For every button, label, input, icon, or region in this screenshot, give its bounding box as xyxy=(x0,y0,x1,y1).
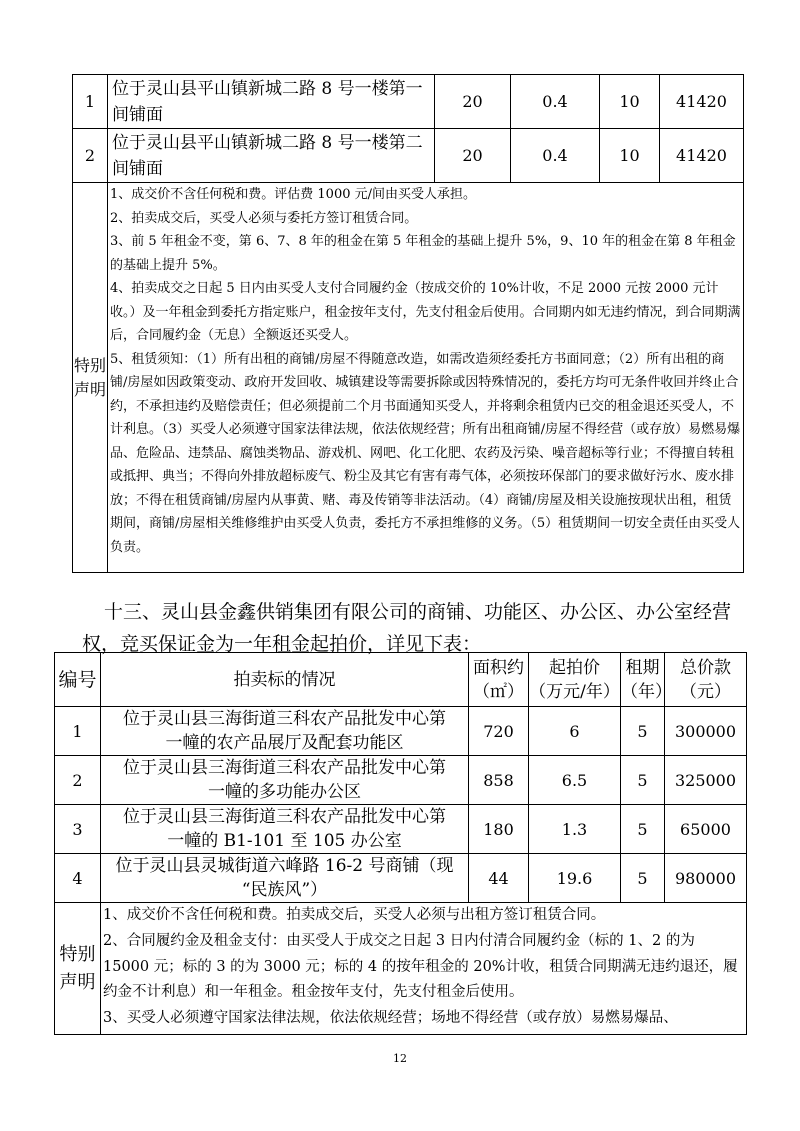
lease-table-1 xyxy=(72,74,744,573)
table-row xyxy=(55,707,747,756)
lot-area: 720 xyxy=(469,707,529,756)
notes-label-text: 特别声明 xyxy=(59,943,96,993)
note-line: 3、前 5 年租金不变，第 6、7、8 年的租金在第 5 年租金的基础上提升 5%，9、10 年的租金在第 8 年租金的基础上提升 5%。 xyxy=(110,234,736,273)
note-line: 1、成交价不含任何税和费。评估费 1000 元/间由买受人承担。 xyxy=(110,187,476,202)
lease-table-2 xyxy=(54,652,747,1035)
section-title xyxy=(82,596,732,660)
lot-description-line1: 位于灵山县三海街道三科农产品批发中心第 xyxy=(123,758,446,778)
note-line: 2、合同履约金及租金支付：由买受人于成交之日起 3 日内付清合同履约金（标的 1、2 的为 15000 元；标的 3 的为 3000 元；标的 4 的按年租金的 20%计收，租赁合同期满无违约退还，履约金不计利息）和一年租金。租金按年支付，先支付租金后使用。 xyxy=(103,932,738,1001)
lot-description xyxy=(101,756,469,805)
lot-term: 5 xyxy=(621,805,665,854)
table-header-row xyxy=(55,653,747,707)
lot-number: 4 xyxy=(55,854,101,903)
lot-term: 5 xyxy=(621,756,665,805)
lot-description: 位于灵山县平山镇新城二路 8 号一楼第二间铺面 xyxy=(108,129,435,183)
lot-description-line1: 位于灵山县灵城街道六峰路 16-2 号商铺（现 xyxy=(115,856,454,876)
note-line: 1、成交价不含任何税和费。拍卖成交后，买受人必须与出租方签订租赁合同。 xyxy=(103,907,606,923)
lot-price: 6 xyxy=(529,707,621,756)
header-price-unit: （万元/年） xyxy=(529,681,620,702)
note-line: 5、租赁须知：（1）所有出租的商铺/房屋不得随意改造，如需改造须经委托方书面同意；（2）所有出租的商铺/房屋如因政策变动、政府开发回收、城镇建设等需要拆除或因特殊情况的，委托方均可无条件收回并终止合约，不承担违约及赔偿责任；但必须提前二个月书面通知买受人，并将剩余租赁内已交的租金退还买受人，不计利息。（3）买受人必须遵守国家法律法规，依法依规经营；所有出租商铺/房屋不得经营（或存放）易燃易爆品、危险品、违禁品、腐蚀类物品、游戏机、网吧、化工化肥、农药及污染、噪音超标等行业；不得擅自转租或抵押、典当；不得向外排放超标废气、粉尘及其它有害有毒气体，必须按环保部门的要求做好污水、废水排放；不得在租赁商铺/房屋内从事黄、赌、毒及传销等非法活动。（4）商铺/房屋及相关设施按现状出租，租赁期间，商铺/房屋相关维修维护由买受人负责，委托方不承担维修的义务。（5）租赁期间一切安全责任由买受人负责。 xyxy=(110,351,741,555)
header-total-unit: （元） xyxy=(680,681,731,702)
table-row xyxy=(55,756,747,805)
lot-area: 44 xyxy=(469,854,529,903)
special-notes-row xyxy=(55,903,747,1035)
lot-description xyxy=(101,805,469,854)
lot-price: 0.4 xyxy=(511,75,600,129)
lot-description-line1: 位于灵山县三海街道三科农产品批发中心第 xyxy=(123,709,446,729)
table-row xyxy=(55,805,747,854)
header-description: 拍卖标的情况 xyxy=(101,653,469,707)
lot-description xyxy=(101,707,469,756)
lot-description-line2: 一幢的多功能办公区 xyxy=(208,782,361,802)
lot-description: 位于灵山县平山镇新城二路 8 号一楼第一间铺面 xyxy=(108,75,435,129)
lot-number: 2 xyxy=(55,756,101,805)
lot-description xyxy=(101,854,469,903)
section-title-line2: 权，竞买保证金为一年租金起拍价，详见下表： xyxy=(82,633,482,655)
header-term-label: 租期 xyxy=(625,657,660,678)
lot-term: 10 xyxy=(600,129,660,183)
note-line: 2、拍卖成交后，买受人必须与委托方签订租赁合同。 xyxy=(110,210,418,226)
header-total-label: 总价款 xyxy=(680,657,731,678)
lot-area: 180 xyxy=(469,805,529,854)
table-row xyxy=(73,129,744,183)
lot-price: 6.5 xyxy=(529,756,621,805)
note-line: 4、拍卖成交之日起 5 日内由买受人支付合同履约金（按成交价的 10%计收，不足 2000 元按 2000 元计收。）及一年租金到委托方指定账户，租金按年支付，先支付租金后使用。合同期内如无违约情况，到合同期满后，合同履约金（无息）全额返还买受人。 xyxy=(110,281,741,343)
lot-price: 19.6 xyxy=(529,854,621,903)
lot-area: 20 xyxy=(435,129,511,183)
lot-price: 0.4 xyxy=(511,129,600,183)
lot-description-line2: “民族风”） xyxy=(241,880,328,900)
lot-price: 1.3 xyxy=(529,805,621,854)
special-notes-content xyxy=(108,183,744,573)
header-term xyxy=(621,653,672,707)
special-notes-content xyxy=(101,903,747,1035)
lot-total: 300000 xyxy=(665,707,747,756)
header-term-unit: （年） xyxy=(621,681,672,702)
section-title-line1: 十三、灵山县金鑫供销集团有限公司的商铺、功能区、办公区、办公室经营 xyxy=(104,601,732,623)
header-price-label: 起拍价 xyxy=(549,657,600,678)
header-area-unit: （㎡） xyxy=(473,681,524,702)
lot-area: 20 xyxy=(435,75,511,129)
table-row xyxy=(55,854,747,903)
lot-description-line2: 一幢的 B1-101 至 105 办公室 xyxy=(167,831,402,851)
lot-number: 1 xyxy=(55,707,101,756)
page-number: 12 xyxy=(393,1052,407,1065)
lot-description-line2: 一幢的农产品展厅及配套功能区 xyxy=(165,733,404,753)
lot-total: 41420 xyxy=(660,75,744,129)
lot-number: 1 xyxy=(73,75,108,129)
note-line: 3、买受人必须遵守国家法律法规，依法依规经营；场地不得经营（或存放）易燃易爆品、 xyxy=(103,1010,678,1027)
header-area xyxy=(469,653,529,707)
lot-description-line1: 位于灵山县三海街道三科农产品批发中心第 xyxy=(123,807,446,827)
lot-total: 325000 xyxy=(665,756,747,805)
lot-total: 41420 xyxy=(660,129,744,183)
lot-term: 10 xyxy=(600,75,660,129)
notes-label-text: 特别声明 xyxy=(74,355,107,399)
lot-number: 2 xyxy=(73,129,108,183)
header-area-label: 面积约 xyxy=(473,657,524,678)
lot-term: 5 xyxy=(621,707,665,756)
special-notes-label xyxy=(55,903,101,1035)
header-total xyxy=(665,653,747,707)
special-notes-row xyxy=(73,183,744,573)
header-number: 编号 xyxy=(55,653,101,707)
lot-number: 3 xyxy=(55,805,101,854)
special-notes-label xyxy=(73,183,108,573)
header-price xyxy=(529,653,621,707)
lot-total: 65000 xyxy=(665,805,747,854)
table-row xyxy=(73,75,744,129)
lot-total: 980000 xyxy=(665,854,747,903)
lot-term: 5 xyxy=(621,854,665,903)
lot-area: 858 xyxy=(469,756,529,805)
